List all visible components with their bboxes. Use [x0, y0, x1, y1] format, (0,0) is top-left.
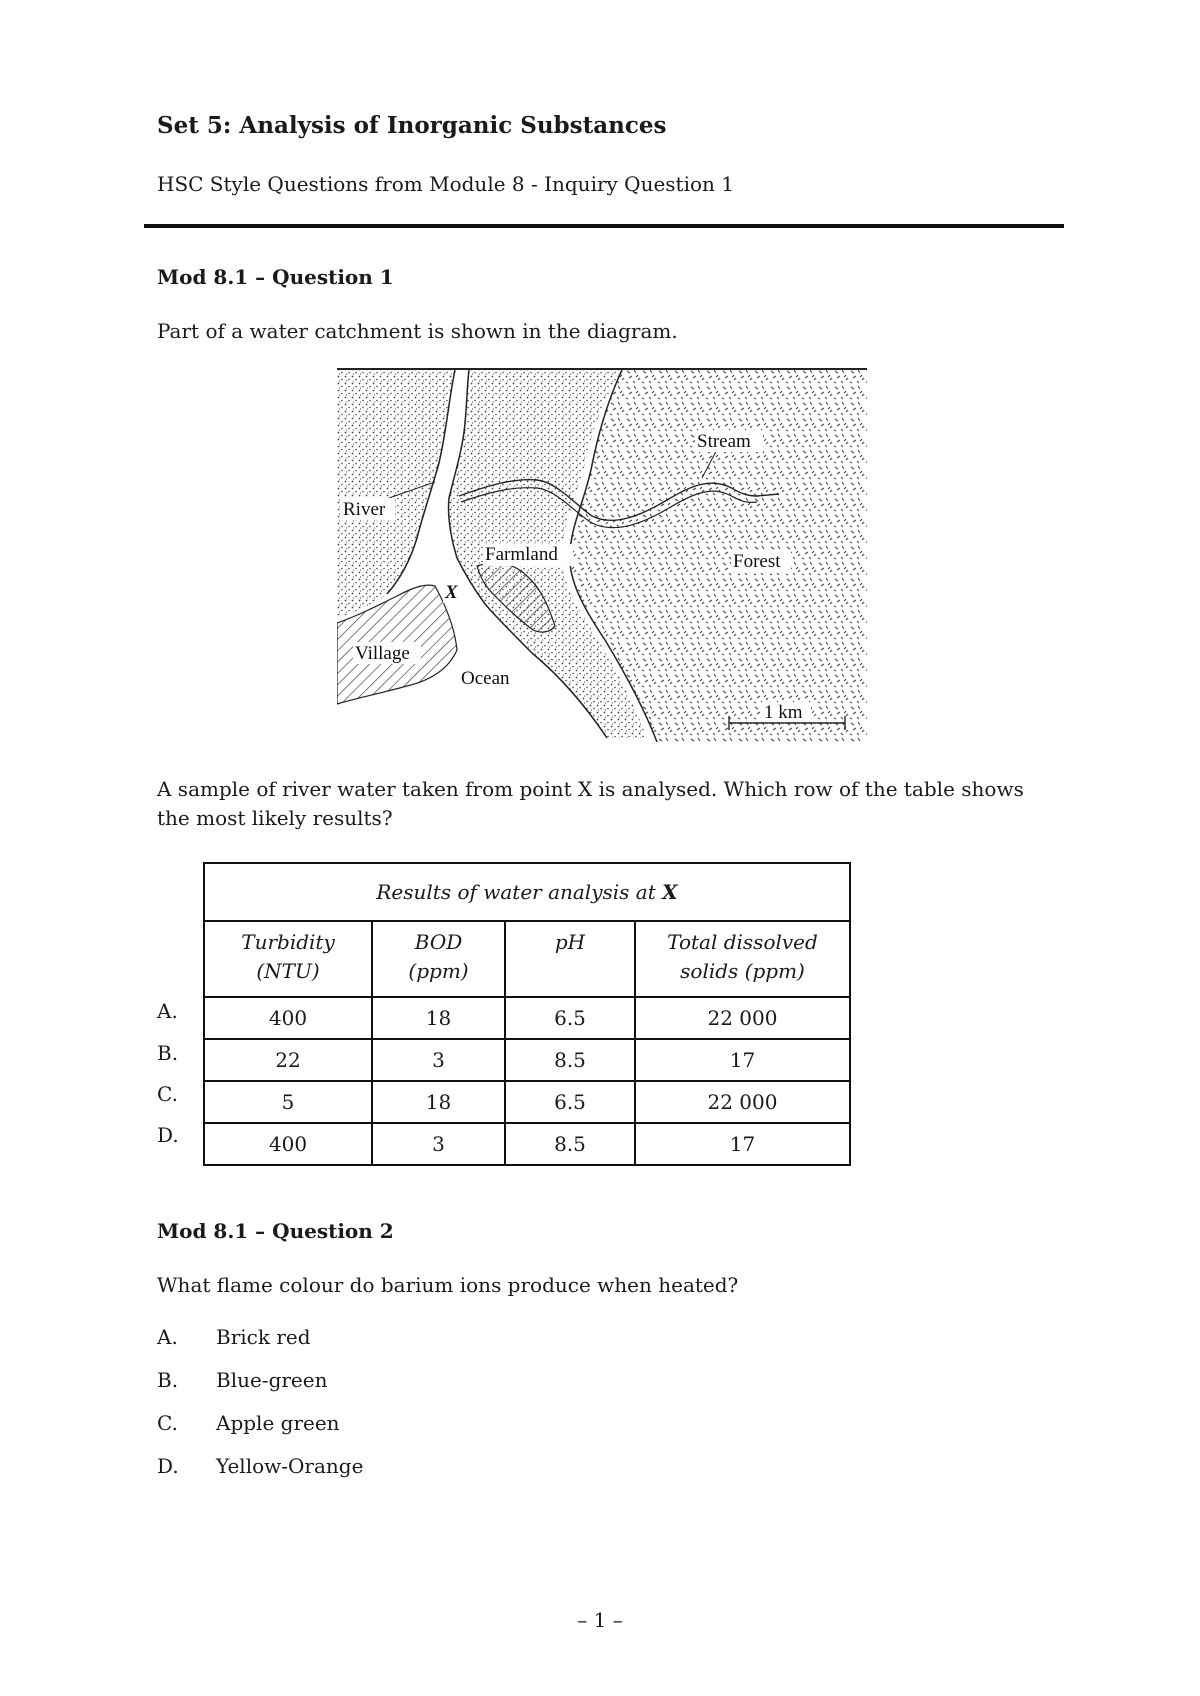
table-row: 22 3 8.5 17: [204, 1039, 850, 1081]
option-brick-red: Brick red: [216, 1325, 311, 1349]
header-bod: BOD (ppm): [372, 921, 505, 997]
option-letter: B.: [157, 1368, 179, 1392]
page-subtitle: HSC Style Questions from Module 8 - Inquiry Question 1: [157, 172, 734, 196]
option-apple-green: Apple green: [216, 1411, 340, 1435]
option-blue-green: Blue-green: [216, 1368, 328, 1392]
ocean-label: Ocean: [461, 668, 510, 689]
option-letter-b: B.: [157, 1041, 179, 1065]
option-letter: A.: [157, 1325, 178, 1349]
page-title: Set 5: Analysis of Inorganic Substances: [157, 112, 667, 139]
question-1-stem: Part of a water catchment is shown in the diagram.: [157, 319, 678, 343]
question-2-heading: Mod 8.1 – Question 2: [157, 1219, 394, 1243]
option-letter: C.: [157, 1411, 178, 1435]
results-table: [203, 862, 851, 1166]
header-tds: Total dissolved solids (ppm): [635, 921, 850, 997]
stream-label: Stream: [697, 431, 751, 452]
village-label: Village: [355, 643, 410, 664]
river-label: River: [343, 499, 386, 520]
header-ph: pH: [505, 921, 635, 997]
forest-label: Forest: [733, 551, 781, 572]
catchment-diagram: [337, 368, 867, 742]
question-2-stem: What flame colour do barium ions produce when heated?: [157, 1273, 739, 1297]
option-yellow-orange: Yellow-Orange: [216, 1454, 364, 1478]
question-1-heading: Mod 8.1 – Question 1: [157, 265, 394, 289]
header-turbidity: Turbidity (NTU): [204, 921, 372, 997]
table-caption: Results of water analysis at X: [204, 863, 850, 921]
option-letter-d: D.: [157, 1123, 179, 1147]
header-divider: [144, 224, 1064, 228]
option-letter-a: A.: [157, 999, 178, 1023]
option-letter-c: C.: [157, 1082, 178, 1106]
table-row: 5 18 6.5 22 000: [204, 1081, 850, 1123]
point-x-label: X: [445, 582, 458, 603]
page-number: – 1 –: [577, 1608, 623, 1632]
scale-label: 1 km: [764, 702, 803, 723]
question-1-prompt: A sample of river water taken from point X is analysed. Which row of the table shows the most likely results?: [157, 777, 1024, 830]
table-row: 400 18 6.5 22 000: [204, 997, 850, 1039]
farmland-label: Farmland: [485, 544, 558, 565]
option-letter: D.: [157, 1454, 179, 1478]
table-row: 400 3 8.5 17: [204, 1123, 850, 1165]
